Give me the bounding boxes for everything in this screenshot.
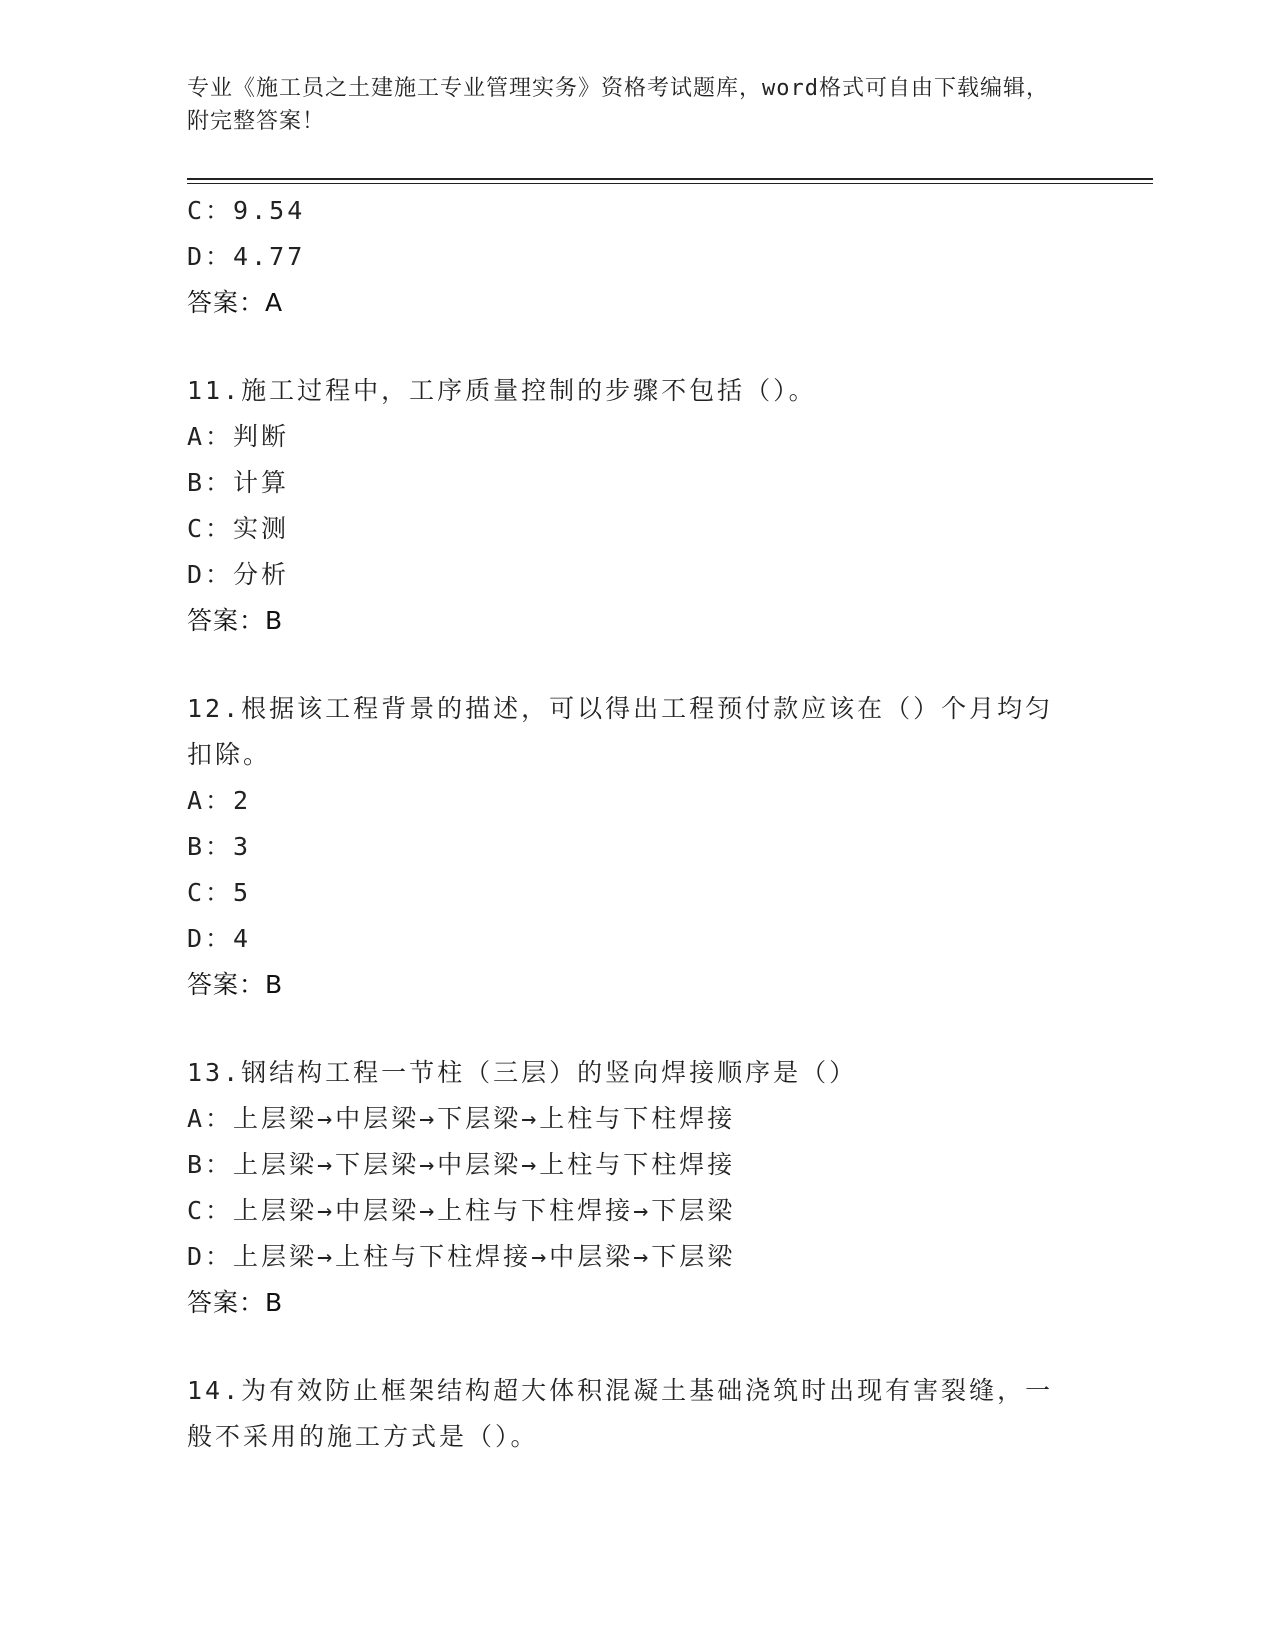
option-d: D：分析 (187, 560, 290, 589)
document-header: 专业《施工员之土建施工专业管理实务》资格考试题库，word格式可自由下载编辑，附完整答案！ (187, 76, 1049, 134)
option-a: A：2 (187, 786, 252, 815)
option-b: B：计算 (187, 468, 290, 497)
option-d: D：4.77 (187, 242, 306, 271)
option-a: A：判断 (187, 422, 290, 451)
option-a: A：上层梁→中层梁→下层梁→上柱与下柱焊接 (187, 1104, 736, 1133)
option-d: D：上层梁→上柱与下柱焊接→中层梁→下层梁 (187, 1242, 736, 1271)
option-b: B：3 (187, 832, 252, 861)
question-list (187, 188, 1087, 1460)
question-block-prev (187, 188, 1087, 326)
question-block-12 (187, 686, 1087, 1008)
header-divider-thin (187, 183, 1153, 184)
question-stem: 12.根据该工程背景的描述，可以得出工程预付款应该在（）个月均匀扣除。 (187, 694, 1054, 769)
option-b: B：上层梁→下层梁→中层梁→上柱与下柱焊接 (187, 1150, 736, 1179)
question-block-11 (187, 368, 1087, 644)
question-block-13 (187, 1050, 1087, 1326)
question-stem: 14.为有效防止框架结构超大体积混凝土基础浇筑时出现有害裂缝，一般不采用的施工方式是（）。 (187, 1376, 1054, 1451)
option-c: C：实测 (187, 514, 290, 543)
question-block-14 (187, 1368, 1087, 1460)
answer-line: 答案：B (187, 1288, 284, 1317)
answer-line: 答案：B (187, 606, 284, 635)
option-c: C：9.54 (187, 196, 306, 225)
spacer (187, 1008, 1087, 1050)
option-d: D：4 (187, 924, 252, 953)
spacer (187, 326, 1087, 368)
question-stem: 11.施工过程中，工序质量控制的步骤不包括（）。 (187, 376, 817, 405)
question-stem: 13.钢结构工程一节柱（三层）的竖向焊接顺序是（） (187, 1058, 858, 1087)
option-c: C：5 (187, 878, 252, 907)
answer-line: 答案：A (187, 288, 284, 317)
header-divider-thick (187, 178, 1153, 180)
answer-line: 答案：B (187, 970, 284, 999)
spacer (187, 644, 1087, 686)
spacer (187, 1326, 1087, 1368)
option-c: C：上层梁→中层梁→上柱与下柱焊接→下层梁 (187, 1196, 736, 1225)
